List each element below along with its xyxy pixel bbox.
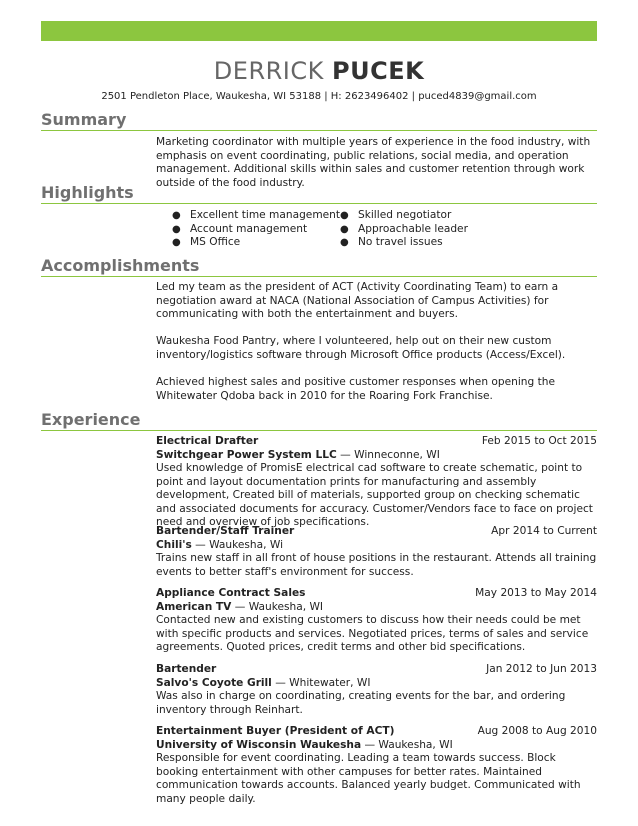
bullet-icon: ● (172, 223, 181, 235)
job-dates: Aug 2008 to Aug 2010 (477, 725, 597, 737)
section-title: Highlights (41, 183, 134, 202)
candidate-name (0, 56, 638, 86)
bullet-icon: ● (340, 223, 349, 235)
job-dates: Feb 2015 to Oct 2015 (481, 435, 597, 447)
job-location: — Waukesha, Wi (191, 538, 284, 551)
job-description: Used knowledge of PromisE electrical cad software to create schematic, point to point and layout documentation prints for manufacturing and assembly development, Created bill of materials, supported group on checking schematic and associated documents for accuracy. Customer/Vendors face to face on project need and overview of job specifications. (156, 462, 593, 528)
job-location: — Whitewater, WI (271, 676, 371, 689)
job-title: Bartender (156, 663, 217, 675)
accomplishment-item: Led my team as the president of ACT (Activity Coordinating Team) to earn a negotiation award at NACA (National Association of Campus Activities) for communicating with both the entertainment and buyers. (156, 281, 559, 320)
job-company: Salvo's Coyote Grill (156, 676, 272, 689)
accomplishment-item: Waukesha Food Pantry, where I volunteered, help out on their new custom inventory/logistics software through Microsoft Office products (Access/Excel). (156, 335, 566, 361)
job-company: Switchgear Power System LLC (156, 448, 337, 461)
job-dates: Jan 2012 to Jun 2013 (486, 663, 597, 675)
job-description: Trains new staff in all front of house positions in the restaurant. Attends all training events to better staff's environment for success. (156, 552, 597, 578)
section-title: Accomplishments (41, 256, 200, 275)
highlight-item: ● Excellent time management (172, 209, 341, 221)
section-heading-experience (41, 408, 597, 431)
section-heading-accomplishments (41, 254, 597, 277)
job-entry (156, 663, 597, 717)
job-description: Responsible for event coordinating. Leading a team towards success. Block booking entertainment with other campuses for better rates. Maintained communication towards accounts. Balanced yearly budget. Communicated with many people daily. (156, 752, 581, 805)
bullet-icon: ● (340, 210, 349, 221)
header-accent-bar (41, 21, 597, 41)
highlight-item: ● Skilled negotiator (340, 209, 452, 221)
job-employer (156, 739, 597, 753)
accomplishment-item: Achieved highest sales and positive customer responses when opening the Whitewater Qdoba back in 2010 for the Roaring Fork Franchise. (156, 376, 555, 402)
highlight-item: ● Account management (172, 222, 308, 235)
summary-text: Marketing coordinator with multiple years of experience in the food industry, with emphasis on event coordinating, public relations, social media, and operation management. Additional skills within sales and customer retention through work outside of the food industry. (156, 136, 591, 189)
job-company: Chili's (156, 538, 192, 551)
section-title: Experience (41, 410, 141, 429)
highlights-column-1 (172, 209, 340, 250)
job-employer (156, 539, 597, 553)
contact-info: 2501 Pendleton Place, Waukesha, WI 53188 | H: 2623496402 | puced4839@gmail.com (101, 91, 537, 102)
section-title: Summary (41, 110, 127, 129)
job-title: Electrical Drafter (156, 435, 259, 447)
job-location: — Winneconne, WI (336, 448, 440, 461)
job-description: Contacted new and existing customers to discuss how their needs could be met with specific products and services. Negotiated prices, terms of sales and service agreements. Quoted prices, credit terms and other bid specifications. (156, 614, 589, 653)
job-location: — Waukesha, WI (231, 600, 324, 613)
job-title: Appliance Contract Sales (156, 587, 306, 599)
first-name: DERRICK (213, 57, 324, 85)
highlight-item: ● Approachable leader (340, 222, 468, 235)
last-name: PUCEK (332, 57, 425, 85)
job-dates: May 2013 to May 2014 (475, 587, 597, 599)
job-entry (156, 587, 597, 655)
job-employer (156, 601, 597, 615)
section-heading-highlights (41, 181, 597, 204)
section-heading-summary (41, 108, 597, 131)
job-employer (156, 677, 597, 691)
job-employer (156, 449, 597, 463)
job-entry (156, 725, 597, 806)
job-title: Bartender/Staff Trainer (156, 525, 295, 537)
job-location: — Waukesha, WI (361, 738, 453, 751)
job-entry (156, 525, 597, 579)
bullet-icon: ● (340, 237, 349, 248)
job-dates: Apr 2014 to Current (491, 525, 597, 537)
highlight-item: ● No travel issues (340, 236, 443, 248)
highlights-column-2 (340, 209, 468, 250)
job-title: Entertainment Buyer (President of ACT) (156, 725, 395, 737)
bullet-icon: ● (172, 237, 181, 248)
job-description: Was also in charge on coordinating, creating events for the bar, and ordering inventory through Reinhart. (156, 690, 566, 716)
bullet-icon: ● (172, 210, 181, 221)
job-company: University of Wisconsin Waukesha (156, 738, 362, 751)
highlight-item: ● MS Office (172, 236, 241, 248)
job-entry (156, 435, 597, 530)
job-company: American TV (156, 600, 232, 613)
